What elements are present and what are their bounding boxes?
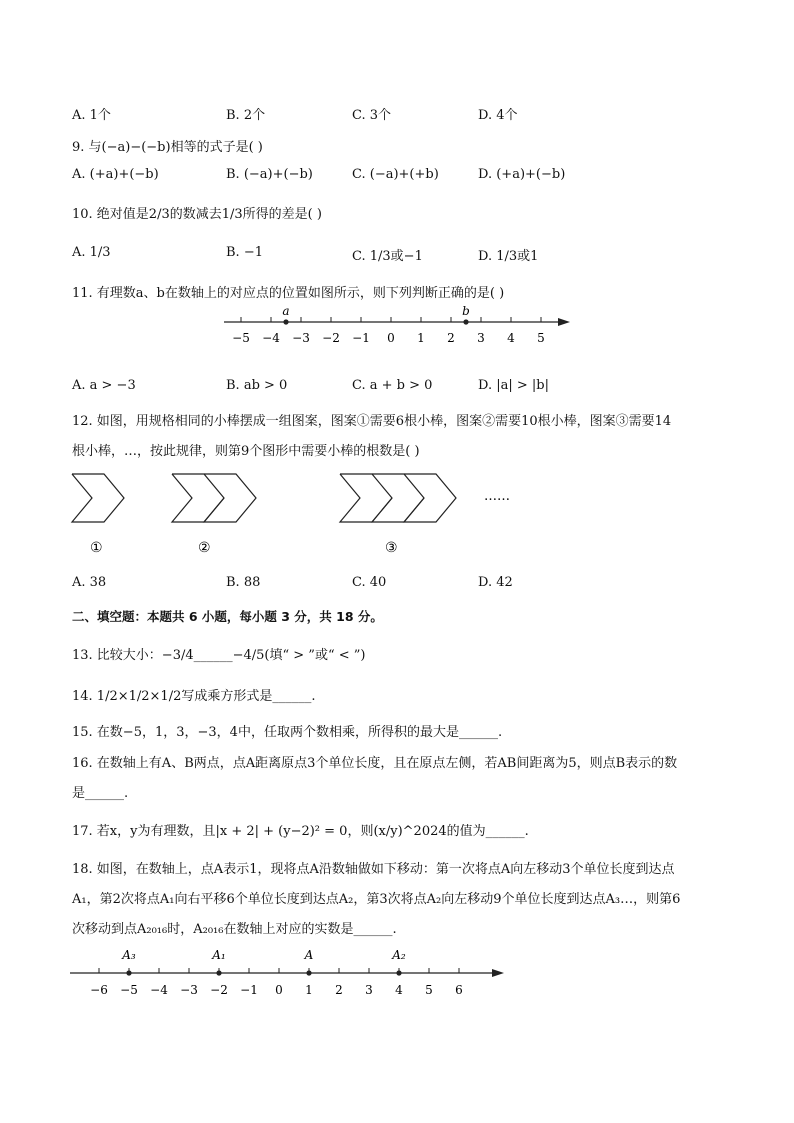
axis-tick-label: 1 [305,983,313,997]
q8-option-d: D. 4个 [478,108,518,123]
axis-tick-label: −5 [232,331,250,345]
q12-option-d: D. 42 [478,575,513,590]
axis-tick-label: 4 [507,331,515,345]
axis-tick-label: −2 [322,331,340,345]
axis-tick-label: 3 [365,983,373,997]
point-dot [283,319,288,324]
q18-line3: 次移动到点A₂₀₁₆时，A₂₀₁₆在数轴上对应的实数是______. [72,922,397,937]
point-dot [306,970,311,975]
pattern-3-chevron-3 [404,474,456,522]
q12-option-a: A. 38 [72,575,107,590]
axis-tick-label: 2 [335,983,343,997]
axis-tick-label: −3 [292,331,310,345]
q16-line1: 16. 在数轴上有A、B两点，点A距离原点3个单位长度，且在原点左侧，若AB间距离为5，则点B表示的数 [72,756,678,771]
pattern-3-chevron-1 [340,474,392,522]
q11-option-a: A. a > −3 [72,378,136,393]
q10-option-a: A. 1/3 [72,245,111,260]
pattern-ellipsis: …… [484,489,510,504]
q18-line1: 18. 如图，在数轴上，点A表示1，现将点A沿数轴做如下移动：第一次将点A向左移动3个单位长度到达点 [72,862,675,877]
pattern-label-2: ② [198,540,211,556]
point-label: A₁ [212,948,226,962]
axis-tick-label: −1 [352,331,370,345]
q9-option-c: C. (−a)+(+b) [352,167,439,182]
pattern-1-chevron [72,474,124,522]
axis-tick-label: −5 [120,983,138,997]
axis-arrow-icon [558,318,570,326]
axis-arrow-icon [492,969,504,977]
q11-option-c: C. a + b > 0 [352,378,433,393]
axis-tick-label: −2 [210,983,228,997]
pattern-label-3: ③ [385,540,398,556]
axis-tick-label: 5 [425,983,433,997]
q11-option-d: D. |a| > |b| [478,378,549,393]
axis-tick-label: 1 [417,331,425,345]
q10-option-b: B. −1 [226,245,263,260]
axis-tick-label: 5 [537,331,545,345]
point-dot [216,970,221,975]
axis-tick-label: 4 [395,983,403,997]
pattern-label-1: ① [90,540,103,556]
q9-option-b: B. (−a)+(−b) [226,167,313,182]
pattern-3-chevron-2 [372,474,424,522]
axis-tick-label: −3 [180,983,198,997]
q9-option-a: A. (+a)+(−b) [72,167,159,182]
point-label: A₂ [392,948,406,962]
point-dot [126,970,131,975]
axis-tick-label: −6 [90,983,108,997]
axis-tick-label: 2 [447,331,455,345]
q12-line1: 12. 如图，用规格相同的小棒摆成一组图案，图案①需要6根小棒，图案②需要10根小棒，图案③需要14 [72,414,672,429]
q9-option-d: D. (+a)+(−b) [478,167,566,182]
axis-tick-label: 3 [477,331,485,345]
q12-line2: 根小棒，…，按此规律，则第9个图形中需要小棒的根数是( ) [72,444,420,459]
axis-tick-label: −4 [262,331,280,345]
q18-number-line [66,942,516,1002]
q11-option-b: B. ab > 0 [226,378,288,393]
point-dot [396,970,401,975]
q8-option-b: B. 2个 [226,108,266,123]
q8-option-c: C. 3个 [352,108,392,123]
q12-option-b: B. 88 [226,575,261,590]
q12-option-c: C. 40 [352,575,387,590]
q11-stem: 11. 有理数a、b在数轴上的对应点的位置如图所示，则下列判断正确的是( ) [72,286,505,301]
q15-stem: 15. 在数−5，1，3，−3，4中，任取两个数相乘，所得积的最大是______. [72,725,503,740]
q18-line2: A₁，第2次将点A₁向右平移6个单位长度到达点A₂，第3次将点A₂向左移动9个单位长度到达点A₃…，则第6 [72,892,681,907]
q12-pattern-figures [60,462,530,562]
q14-stem: 14. 1/2×1/2×1/2写成乘方形式是______. [72,689,316,704]
pattern-2-chevron-2 [204,474,256,522]
axis-tick-label: 6 [455,983,463,997]
axis-tick-label: −1 [240,983,258,997]
point-dot [463,319,468,324]
q10-stem: 10. 绝对值是2/3的数减去1/3所得的差是( ) [72,207,322,222]
q13-stem: 13. 比较大小：−3/4______−4/5(填“ > ”或“ < ”) [72,648,366,663]
section-title-fill-blank: 二、填空题：本题共 6 小题，每小题 3 分，共 18 分。 [72,609,383,624]
q10-option-d: D. 1/3或1 [478,249,539,264]
point-label: a [282,304,290,318]
q17-stem: 17. 若x，y为有理数，且|x + 2| + (y−2)² = 0，则(x/y)^2024的值为______. [72,824,529,839]
q8-option-a: A. 1个 [72,108,111,123]
q11-number-line [220,302,580,350]
pattern-2-chevron-1 [172,474,224,522]
q10-option-c: C. 1/3或−1 [352,249,423,264]
q9-stem: 9. 与(−a)−(−b)相等的式子是( ) [72,140,263,155]
q16-line2: 是______. [72,786,129,801]
axis-tick-label: 0 [387,331,395,345]
point-label: A [304,948,314,962]
axis-tick-label: 0 [275,983,283,997]
axis-tick-label: −4 [150,983,168,997]
point-label: A₃ [122,948,136,962]
point-label: b [462,304,470,318]
